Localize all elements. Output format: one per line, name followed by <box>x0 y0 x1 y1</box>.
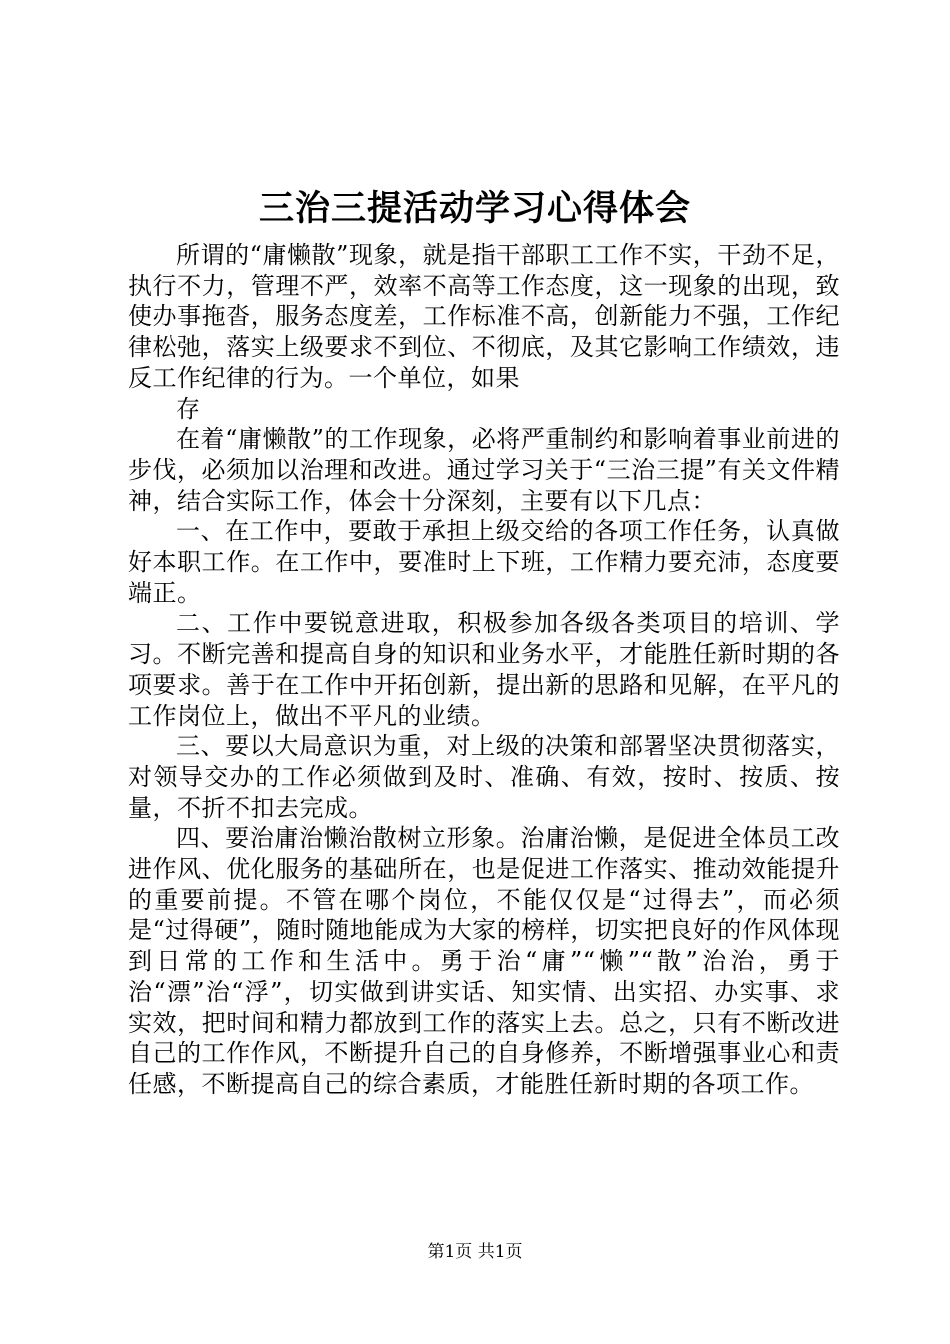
page-footer: 第1页 共1页 <box>427 1242 523 1262</box>
paragraph-4: 一、在工作中，要敢于承担上级交给的各项工作任务，认真做好本职工作。在工作中，要准时上下班，工作精力要充沛，态度要端正。 <box>128 517 840 607</box>
paragraph-2: 存 <box>176 394 201 423</box>
paragraph-5: 二、工作中要锐意进取，积极参加各级各类项目的培训、学习。不断完善和提高自身的知识和业务水平，才能胜任新时期的各项要求。善于在工作中开拓创新，提出新的思路和见解，在平凡的工作岗位上，做出不平凡的业绩。 <box>128 609 840 730</box>
paragraph-3: 在着“庸懒散”的工作现象，必将严重制约和影响着事业前进的步伐，必须加以治理和改进。通过学习关于“三治三提”有关文件精神，结合实际工作，体会十分深刻，主要有以下几点： <box>128 425 840 515</box>
document-title: 三治三提活动学习心得体会 <box>258 188 691 229</box>
paragraph-7: 四、要治庸治懒治散树立形象。治庸治懒，是促进全体员工改进作风、优化服务的基础所在，也是促进工作落实、推动效能提升的重要前提。不管在哪个岗位，不能仅仅是“过得去”，而必须是“过得硬”，随时随地能成为大家的榜样，切实把良好的作风体现到日常的工作和生活中。勇于治“庸”“懒”“散”治治，勇于治“漂”治“浮”，切实做到讲实话、知实情、出实招、办实事、求实效，把时间和精力都放到工作的落实上去。总之，只有不断改进自己的工作作风，不断提升自己的自身修养，不断增强事业心和责任感，不断提高自己的综合素质，才能胜任新时期的各项工作。 <box>128 824 840 1098</box>
document-body <box>128 240 840 1100</box>
paragraph-1: 所谓的“庸懒散”现象，就是指干部职工工作不实，干劲不足，执行不力，管理不严，效率不高等工作态度，这一现象的出现，致使办事拖沓，服务态度差，工作标准不高，创新能力不强，工作纪律松弛，落实上级要求不到位、不彻底，及其它影响工作绩效，违反工作纪律的行为。一个单位，如果 <box>128 241 840 392</box>
paragraph-6: 三、要以大局意识为重，对上级的决策和部署坚决贯彻落实，对领导交办的工作必须做到及时、准确、有效，按时、按质、按量，不折不扣去完成。 <box>128 732 840 822</box>
